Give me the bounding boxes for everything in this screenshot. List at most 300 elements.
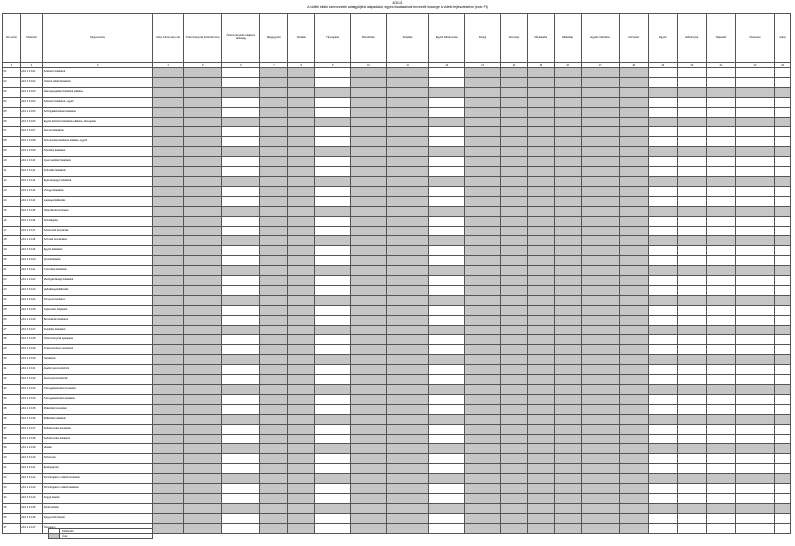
value-cell[interactable] bbox=[152, 394, 183, 404]
value-cell[interactable] bbox=[386, 127, 429, 137]
value-cell[interactable] bbox=[736, 355, 775, 365]
value-cell[interactable] bbox=[677, 484, 706, 494]
value-cell[interactable] bbox=[775, 325, 791, 335]
value-cell[interactable] bbox=[775, 176, 791, 186]
value-cell[interactable] bbox=[581, 355, 619, 365]
value-cell[interactable] bbox=[554, 305, 581, 315]
value-cell[interactable] bbox=[706, 394, 735, 404]
value-cell[interactable] bbox=[736, 68, 775, 78]
value-cell[interactable] bbox=[619, 147, 648, 157]
value-cell[interactable] bbox=[152, 68, 183, 78]
value-cell[interactable] bbox=[736, 77, 775, 87]
value-cell[interactable] bbox=[706, 87, 735, 97]
value-cell[interactable] bbox=[184, 365, 222, 375]
value-cell[interactable] bbox=[152, 167, 183, 177]
value-cell[interactable] bbox=[648, 375, 677, 385]
value-cell[interactable] bbox=[222, 335, 260, 345]
value-cell[interactable] bbox=[222, 186, 260, 196]
value-cell[interactable] bbox=[527, 97, 554, 107]
value-cell[interactable] bbox=[429, 365, 465, 375]
value-cell[interactable] bbox=[386, 335, 429, 345]
value-cell[interactable] bbox=[581, 246, 619, 256]
value-cell[interactable] bbox=[465, 77, 501, 87]
value-cell[interactable] bbox=[288, 266, 315, 276]
value-cell[interactable] bbox=[465, 305, 501, 315]
value-cell[interactable] bbox=[288, 375, 315, 385]
value-cell[interactable] bbox=[677, 226, 706, 236]
value-cell[interactable] bbox=[554, 117, 581, 127]
value-cell[interactable] bbox=[554, 68, 581, 78]
value-cell[interactable] bbox=[619, 196, 648, 206]
value-cell[interactable] bbox=[465, 226, 501, 236]
value-cell[interactable] bbox=[429, 276, 465, 286]
value-cell[interactable] bbox=[775, 246, 791, 256]
value-cell[interactable] bbox=[288, 325, 315, 335]
value-cell[interactable] bbox=[775, 355, 791, 365]
value-cell[interactable] bbox=[619, 117, 648, 127]
value-cell[interactable] bbox=[351, 424, 387, 434]
value-cell[interactable] bbox=[775, 77, 791, 87]
value-cell[interactable] bbox=[184, 385, 222, 395]
value-cell[interactable] bbox=[386, 137, 429, 147]
value-cell[interactable] bbox=[527, 295, 554, 305]
value-cell[interactable] bbox=[288, 345, 315, 355]
value-cell[interactable] bbox=[775, 365, 791, 375]
value-cell[interactable] bbox=[351, 127, 387, 137]
value-cell[interactable] bbox=[351, 325, 387, 335]
value-cell[interactable] bbox=[152, 375, 183, 385]
value-cell[interactable] bbox=[501, 523, 528, 533]
value-cell[interactable] bbox=[648, 256, 677, 266]
value-cell[interactable] bbox=[222, 285, 260, 295]
value-cell[interactable] bbox=[184, 117, 222, 127]
value-cell[interactable] bbox=[429, 335, 465, 345]
value-cell[interactable] bbox=[386, 97, 429, 107]
value-cell[interactable] bbox=[501, 503, 528, 513]
value-cell[interactable] bbox=[706, 345, 735, 355]
value-cell[interactable] bbox=[619, 206, 648, 216]
value-cell[interactable] bbox=[351, 276, 387, 286]
value-cell[interactable] bbox=[527, 137, 554, 147]
value-cell[interactable] bbox=[222, 394, 260, 404]
value-cell[interactable] bbox=[527, 157, 554, 167]
value-cell[interactable] bbox=[152, 196, 183, 206]
value-cell[interactable] bbox=[677, 385, 706, 395]
value-cell[interactable] bbox=[184, 305, 222, 315]
value-cell[interactable] bbox=[260, 404, 288, 414]
value-cell[interactable] bbox=[260, 77, 288, 87]
value-cell[interactable] bbox=[706, 127, 735, 137]
value-cell[interactable] bbox=[501, 216, 528, 226]
value-cell[interactable] bbox=[184, 404, 222, 414]
value-cell[interactable] bbox=[351, 246, 387, 256]
value-cell[interactable] bbox=[706, 157, 735, 167]
value-cell[interactable] bbox=[288, 503, 315, 513]
value-cell[interactable] bbox=[465, 385, 501, 395]
value-cell[interactable] bbox=[184, 315, 222, 325]
value-cell[interactable] bbox=[648, 424, 677, 434]
value-cell[interactable] bbox=[315, 414, 351, 424]
value-cell[interactable] bbox=[775, 186, 791, 196]
value-cell[interactable] bbox=[184, 335, 222, 345]
value-cell[interactable] bbox=[619, 226, 648, 236]
value-cell[interactable] bbox=[429, 68, 465, 78]
value-cell[interactable] bbox=[736, 206, 775, 216]
value-cell[interactable] bbox=[222, 176, 260, 186]
value-cell[interactable] bbox=[315, 444, 351, 454]
value-cell[interactable] bbox=[619, 335, 648, 345]
value-cell[interactable] bbox=[706, 484, 735, 494]
value-cell[interactable] bbox=[677, 404, 706, 414]
value-cell[interactable] bbox=[581, 523, 619, 533]
value-cell[interactable] bbox=[736, 216, 775, 226]
value-cell[interactable] bbox=[736, 424, 775, 434]
value-cell[interactable] bbox=[184, 414, 222, 424]
value-cell[interactable] bbox=[260, 345, 288, 355]
value-cell[interactable] bbox=[775, 127, 791, 137]
value-cell[interactable] bbox=[527, 434, 554, 444]
value-cell[interactable] bbox=[775, 117, 791, 127]
value-cell[interactable] bbox=[351, 523, 387, 533]
value-cell[interactable] bbox=[184, 325, 222, 335]
value-cell[interactable] bbox=[152, 246, 183, 256]
value-cell[interactable] bbox=[184, 464, 222, 474]
value-cell[interactable] bbox=[288, 137, 315, 147]
value-cell[interactable] bbox=[581, 513, 619, 523]
value-cell[interactable] bbox=[222, 107, 260, 117]
value-cell[interactable] bbox=[152, 404, 183, 414]
value-cell[interactable] bbox=[677, 236, 706, 246]
value-cell[interactable] bbox=[736, 266, 775, 276]
value-cell[interactable] bbox=[648, 276, 677, 286]
value-cell[interactable] bbox=[222, 226, 260, 236]
value-cell[interactable] bbox=[152, 424, 183, 434]
value-cell[interactable] bbox=[527, 484, 554, 494]
value-cell[interactable] bbox=[315, 196, 351, 206]
value-cell[interactable] bbox=[152, 365, 183, 375]
value-cell[interactable] bbox=[465, 404, 501, 414]
value-cell[interactable] bbox=[501, 117, 528, 127]
value-cell[interactable] bbox=[775, 276, 791, 286]
value-cell[interactable] bbox=[736, 404, 775, 414]
value-cell[interactable] bbox=[288, 147, 315, 157]
value-cell[interactable] bbox=[581, 266, 619, 276]
value-cell[interactable] bbox=[736, 236, 775, 246]
value-cell[interactable] bbox=[527, 127, 554, 137]
value-cell[interactable] bbox=[554, 97, 581, 107]
value-cell[interactable] bbox=[152, 464, 183, 474]
value-cell[interactable] bbox=[775, 434, 791, 444]
value-cell[interactable] bbox=[315, 305, 351, 315]
value-cell[interactable] bbox=[184, 434, 222, 444]
value-cell[interactable] bbox=[465, 216, 501, 226]
value-cell[interactable] bbox=[465, 394, 501, 404]
value-cell[interactable] bbox=[501, 107, 528, 117]
value-cell[interactable] bbox=[315, 127, 351, 137]
value-cell[interactable] bbox=[736, 345, 775, 355]
value-cell[interactable] bbox=[184, 167, 222, 177]
value-cell[interactable] bbox=[288, 365, 315, 375]
value-cell[interactable] bbox=[706, 523, 735, 533]
value-cell[interactable] bbox=[315, 68, 351, 78]
value-cell[interactable] bbox=[429, 236, 465, 246]
value-cell[interactable] bbox=[222, 117, 260, 127]
value-cell[interactable] bbox=[288, 385, 315, 395]
value-cell[interactable] bbox=[429, 157, 465, 167]
value-cell[interactable] bbox=[288, 424, 315, 434]
value-cell[interactable] bbox=[648, 513, 677, 523]
value-cell[interactable] bbox=[386, 394, 429, 404]
value-cell[interactable] bbox=[527, 186, 554, 196]
value-cell[interactable] bbox=[619, 513, 648, 523]
value-cell[interactable] bbox=[677, 196, 706, 206]
value-cell[interactable] bbox=[501, 414, 528, 424]
value-cell[interactable] bbox=[706, 276, 735, 286]
value-cell[interactable] bbox=[554, 157, 581, 167]
value-cell[interactable] bbox=[315, 315, 351, 325]
value-cell[interactable] bbox=[501, 77, 528, 87]
value-cell[interactable] bbox=[315, 167, 351, 177]
value-cell[interactable] bbox=[222, 256, 260, 266]
value-cell[interactable] bbox=[184, 375, 222, 385]
value-cell[interactable] bbox=[152, 276, 183, 286]
value-cell[interactable] bbox=[554, 167, 581, 177]
value-cell[interactable] bbox=[581, 503, 619, 513]
value-cell[interactable] bbox=[648, 503, 677, 513]
value-cell[interactable] bbox=[222, 315, 260, 325]
value-cell[interactable] bbox=[581, 256, 619, 266]
value-cell[interactable] bbox=[222, 246, 260, 256]
value-cell[interactable] bbox=[581, 157, 619, 167]
value-cell[interactable] bbox=[554, 186, 581, 196]
value-cell[interactable] bbox=[351, 216, 387, 226]
value-cell[interactable] bbox=[260, 424, 288, 434]
value-cell[interactable] bbox=[152, 503, 183, 513]
value-cell[interactable] bbox=[288, 315, 315, 325]
value-cell[interactable] bbox=[315, 266, 351, 276]
value-cell[interactable] bbox=[501, 394, 528, 404]
value-cell[interactable] bbox=[315, 325, 351, 335]
value-cell[interactable] bbox=[554, 87, 581, 97]
value-cell[interactable] bbox=[736, 295, 775, 305]
value-cell[interactable] bbox=[706, 385, 735, 395]
value-cell[interactable] bbox=[527, 404, 554, 414]
value-cell[interactable] bbox=[677, 256, 706, 266]
value-cell[interactable] bbox=[288, 285, 315, 295]
value-cell[interactable] bbox=[184, 276, 222, 286]
value-cell[interactable] bbox=[351, 107, 387, 117]
value-cell[interactable] bbox=[260, 117, 288, 127]
value-cell[interactable] bbox=[465, 236, 501, 246]
value-cell[interactable] bbox=[351, 236, 387, 246]
value-cell[interactable] bbox=[465, 315, 501, 325]
value-cell[interactable] bbox=[288, 523, 315, 533]
value-cell[interactable] bbox=[315, 256, 351, 266]
value-cell[interactable] bbox=[554, 335, 581, 345]
value-cell[interactable] bbox=[429, 256, 465, 266]
value-cell[interactable] bbox=[465, 365, 501, 375]
value-cell[interactable] bbox=[152, 206, 183, 216]
value-cell[interactable] bbox=[184, 87, 222, 97]
value-cell[interactable] bbox=[386, 216, 429, 226]
value-cell[interactable] bbox=[260, 127, 288, 137]
value-cell[interactable] bbox=[736, 305, 775, 315]
value-cell[interactable] bbox=[554, 385, 581, 395]
value-cell[interactable] bbox=[677, 345, 706, 355]
value-cell[interactable] bbox=[429, 454, 465, 464]
value-cell[interactable] bbox=[152, 107, 183, 117]
value-cell[interactable] bbox=[501, 87, 528, 97]
value-cell[interactable] bbox=[619, 77, 648, 87]
value-cell[interactable] bbox=[775, 335, 791, 345]
value-cell[interactable] bbox=[581, 147, 619, 157]
value-cell[interactable] bbox=[581, 305, 619, 315]
value-cell[interactable] bbox=[527, 365, 554, 375]
value-cell[interactable] bbox=[429, 434, 465, 444]
value-cell[interactable] bbox=[581, 345, 619, 355]
value-cell[interactable] bbox=[648, 493, 677, 503]
value-cell[interactable] bbox=[775, 394, 791, 404]
value-cell[interactable] bbox=[429, 117, 465, 127]
value-cell[interactable] bbox=[260, 236, 288, 246]
value-cell[interactable] bbox=[465, 434, 501, 444]
value-cell[interactable] bbox=[260, 266, 288, 276]
value-cell[interactable] bbox=[315, 157, 351, 167]
value-cell[interactable] bbox=[775, 345, 791, 355]
value-cell[interactable] bbox=[429, 424, 465, 434]
value-cell[interactable] bbox=[648, 97, 677, 107]
value-cell[interactable] bbox=[581, 484, 619, 494]
value-cell[interactable] bbox=[152, 325, 183, 335]
value-cell[interactable] bbox=[260, 226, 288, 236]
value-cell[interactable] bbox=[677, 276, 706, 286]
value-cell[interactable] bbox=[677, 157, 706, 167]
value-cell[interactable] bbox=[706, 375, 735, 385]
value-cell[interactable] bbox=[501, 97, 528, 107]
value-cell[interactable] bbox=[222, 414, 260, 424]
value-cell[interactable] bbox=[581, 127, 619, 137]
value-cell[interactable] bbox=[501, 276, 528, 286]
value-cell[interactable] bbox=[581, 295, 619, 305]
value-cell[interactable] bbox=[619, 355, 648, 365]
value-cell[interactable] bbox=[386, 305, 429, 315]
value-cell[interactable] bbox=[429, 345, 465, 355]
value-cell[interactable] bbox=[351, 176, 387, 186]
value-cell[interactable] bbox=[619, 87, 648, 97]
value-cell[interactable] bbox=[619, 216, 648, 226]
value-cell[interactable] bbox=[619, 107, 648, 117]
value-cell[interactable] bbox=[501, 137, 528, 147]
value-cell[interactable] bbox=[465, 87, 501, 97]
value-cell[interactable] bbox=[152, 335, 183, 345]
value-cell[interactable] bbox=[465, 97, 501, 107]
value-cell[interactable] bbox=[581, 424, 619, 434]
value-cell[interactable] bbox=[288, 305, 315, 315]
value-cell[interactable] bbox=[527, 68, 554, 78]
value-cell[interactable] bbox=[152, 186, 183, 196]
value-cell[interactable] bbox=[465, 484, 501, 494]
value-cell[interactable] bbox=[315, 206, 351, 216]
value-cell[interactable] bbox=[706, 404, 735, 414]
value-cell[interactable] bbox=[386, 434, 429, 444]
value-cell[interactable] bbox=[351, 87, 387, 97]
value-cell[interactable] bbox=[554, 444, 581, 454]
value-cell[interactable] bbox=[465, 68, 501, 78]
value-cell[interactable] bbox=[581, 97, 619, 107]
value-cell[interactable] bbox=[554, 147, 581, 157]
value-cell[interactable] bbox=[581, 276, 619, 286]
value-cell[interactable] bbox=[775, 444, 791, 454]
value-cell[interactable] bbox=[315, 107, 351, 117]
value-cell[interactable] bbox=[527, 206, 554, 216]
value-cell[interactable] bbox=[501, 365, 528, 375]
value-cell[interactable] bbox=[429, 246, 465, 256]
value-cell[interactable] bbox=[706, 325, 735, 335]
value-cell[interactable] bbox=[677, 325, 706, 335]
value-cell[interactable] bbox=[554, 246, 581, 256]
value-cell[interactable] bbox=[677, 355, 706, 365]
value-cell[interactable] bbox=[351, 137, 387, 147]
value-cell[interactable] bbox=[260, 246, 288, 256]
value-cell[interactable] bbox=[736, 444, 775, 454]
value-cell[interactable] bbox=[288, 394, 315, 404]
value-cell[interactable] bbox=[260, 385, 288, 395]
value-cell[interactable] bbox=[501, 474, 528, 484]
value-cell[interactable] bbox=[351, 454, 387, 464]
value-cell[interactable] bbox=[648, 434, 677, 444]
value-cell[interactable] bbox=[648, 355, 677, 365]
value-cell[interactable] bbox=[351, 266, 387, 276]
value-cell[interactable] bbox=[315, 246, 351, 256]
value-cell[interactable] bbox=[554, 394, 581, 404]
value-cell[interactable] bbox=[465, 186, 501, 196]
value-cell[interactable] bbox=[619, 167, 648, 177]
value-cell[interactable] bbox=[351, 335, 387, 345]
value-cell[interactable] bbox=[465, 523, 501, 533]
value-cell[interactable] bbox=[554, 226, 581, 236]
value-cell[interactable] bbox=[152, 256, 183, 266]
value-cell[interactable] bbox=[152, 226, 183, 236]
value-cell[interactable] bbox=[554, 315, 581, 325]
value-cell[interactable] bbox=[619, 295, 648, 305]
value-cell[interactable] bbox=[648, 167, 677, 177]
value-cell[interactable] bbox=[429, 147, 465, 157]
value-cell[interactable] bbox=[677, 216, 706, 226]
value-cell[interactable] bbox=[152, 484, 183, 494]
value-cell[interactable] bbox=[677, 315, 706, 325]
value-cell[interactable] bbox=[184, 523, 222, 533]
value-cell[interactable] bbox=[429, 127, 465, 137]
value-cell[interactable] bbox=[429, 503, 465, 513]
value-cell[interactable] bbox=[260, 206, 288, 216]
value-cell[interactable] bbox=[736, 365, 775, 375]
value-cell[interactable] bbox=[581, 434, 619, 444]
value-cell[interactable] bbox=[184, 493, 222, 503]
value-cell[interactable] bbox=[315, 285, 351, 295]
value-cell[interactable] bbox=[736, 394, 775, 404]
value-cell[interactable] bbox=[706, 295, 735, 305]
value-cell[interactable] bbox=[351, 285, 387, 295]
value-cell[interactable] bbox=[184, 394, 222, 404]
value-cell[interactable] bbox=[222, 276, 260, 286]
value-cell[interactable] bbox=[465, 196, 501, 206]
value-cell[interactable] bbox=[501, 424, 528, 434]
value-cell[interactable] bbox=[648, 226, 677, 236]
value-cell[interactable] bbox=[465, 325, 501, 335]
value-cell[interactable] bbox=[288, 127, 315, 137]
value-cell[interactable] bbox=[527, 266, 554, 276]
value-cell[interactable] bbox=[619, 385, 648, 395]
